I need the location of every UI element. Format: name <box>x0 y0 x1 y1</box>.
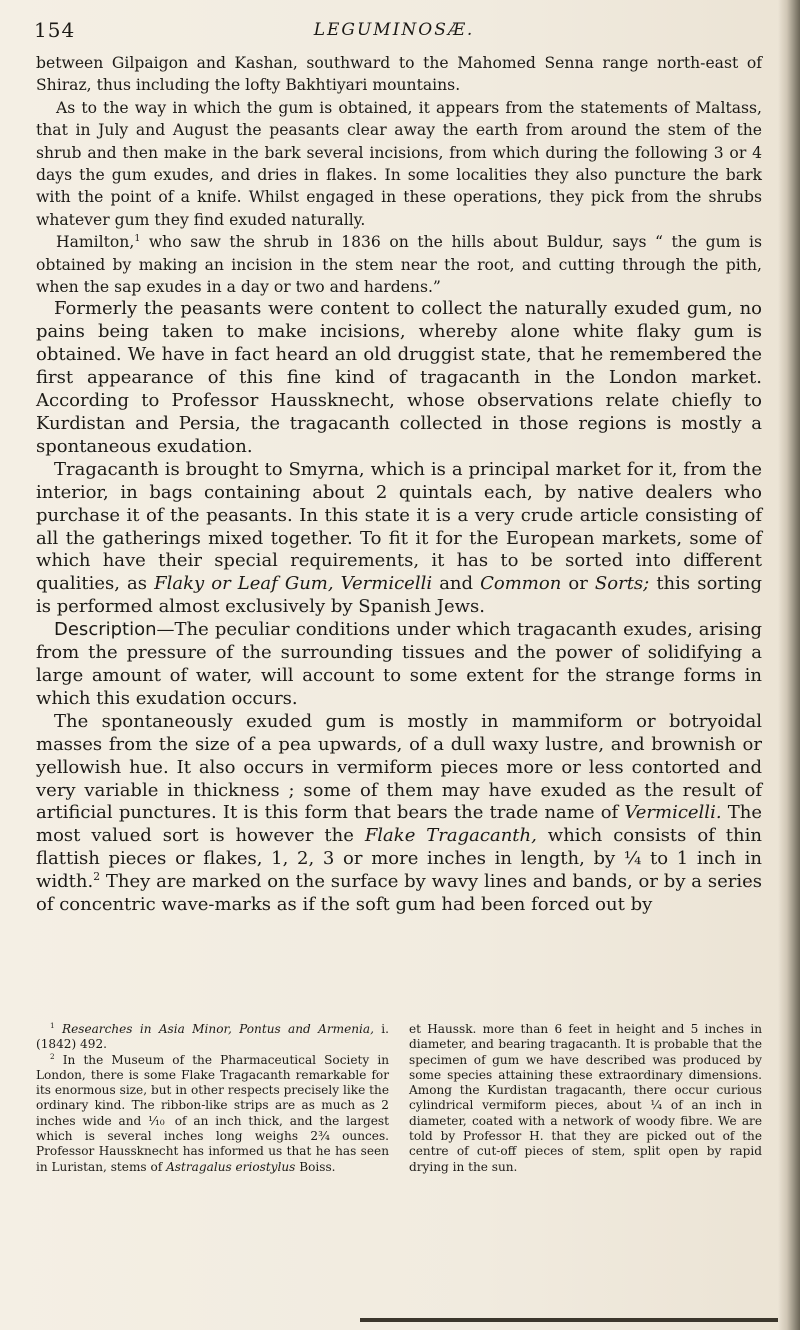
paragraph-5 <box>36 459 762 619</box>
footnote-1-title: Researches in Asia Minor, Pontus and Armenia, <box>61 1022 374 1036</box>
emphasis-vermicelli: Vermicelli. <box>624 802 722 824</box>
paragraph-7 <box>36 711 762 917</box>
emphasis-sorts: Sorts; <box>594 573 650 595</box>
running-head: LEGUMINOSÆ. <box>313 20 475 40</box>
paragraph-3 <box>36 231 762 298</box>
paragraph-5-text-c: or <box>561 573 595 595</box>
paragraph-2: As to the way in which the gum is obtained, it appears from the statements of Maltass, that in July and August the peasants clear away the earth from around the stem of the shrub and then make in the bark several incisions, from which during the following 3 or 4 days the gum exudes, and dries in flakes. In some localities they also puncture the bark with the point of a knife. Whilst engaged in these operations, they pick from the shrubs whatever gum they find exuded naturally. <box>36 98 762 229</box>
page-number: 154 <box>34 18 76 42</box>
description-text: —The peculiar conditions under which tragacanth exudes, arising from the pressure of the surrounding tissues and the power of solidifying a large amount of water, will account to some extent for the strange forms in which this exudation occurs. <box>36 619 762 709</box>
footnote-column-right <box>409 1022 762 1175</box>
section-heading-description: Description <box>54 619 157 641</box>
paragraph-description <box>36 619 762 711</box>
main-text <box>36 52 762 917</box>
footnote-ref-1: 1 <box>134 233 141 245</box>
paragraph-7-text-b: The most valued sort is however the <box>36 802 762 847</box>
bottom-edge-mark <box>360 1318 778 1322</box>
footnote-2-author: Boiss. <box>295 1159 336 1174</box>
footnote-1-text: i. (1842) 492. <box>36 1022 389 1052</box>
paragraph-3-text: who saw the shrub in 1836 on the hills about Buldur, says “ the gum is obtained by making an incision in the stem near the root, and cutting through the pith, when the sap exudes in a day or two and hardens.” <box>36 233 762 297</box>
footnote-1-number: 1 <box>50 1020 55 1030</box>
footnote-2-number: 2 <box>50 1051 55 1061</box>
paragraph-1: between Gilpaigon and Kashan, southward to the Mahomed Senna range north-east of Shiraz, thus including the lofty Bakhtiyari mountains. <box>36 54 762 95</box>
page-edge-shadow <box>778 0 800 1330</box>
emphasis-common: Common <box>480 573 562 595</box>
footnote-2-continued: et Haussk. more than 6 feet in height and 5 inches in diameter, and bearing tragacanth. It is probable that the specimen of gum we have described was produced by some species attaining these extraordinary dimensions. Among the Kurdistan tragacanth, there occur curious cylindrical vermiform pieces, about ¼ of an inch in diameter, coated with a network of woody fibre. We are told by Professor H. that they are picked out of the centre of cut-off pieces of stem, split open by rapid drying in the sun. <box>409 1022 762 1174</box>
paragraph-5-text-d: this sorting is performed almost exclusively by Spanish Jews. <box>36 573 762 618</box>
paragraph-7-text-d: They are marked on the surface by wavy lines and bands, or by a series of concentric wave-marks as if the soft gum had been forced out by <box>36 871 762 916</box>
footnote-2-species: Astragalus eriostylus <box>166 1159 296 1174</box>
emphasis-flake-tragacanth: Flake Tragacanth, <box>364 825 537 847</box>
paragraph-4: Formerly the peasants were content to collect the naturally exuded gum, no pains being taken to make incisions, whereby alone white flaky gum is obtained. We have in fact heard an old druggist state, that he remembered the first appearance of this fine kind of tragacanth in the London market. According to Professor Haussknecht, whose observations relate chiefly to Kurdistan and Persia, the tragacanth collected in those regions is mostly a spontaneous exudation. <box>36 298 762 457</box>
footnote-column-left <box>36 1022 389 1175</box>
paragraph-5-text-b: and <box>432 573 481 595</box>
paragraph-7-text-c: which consists of thin flattish pieces or flakes, 1, 2, 3 or more inches in length, by ¼ to 1 inch in width. <box>36 825 762 893</box>
hamilton-name: Hamilton, <box>56 233 135 252</box>
paragraph-5-text-a: Tragacanth is brought to Smyrna, which is a principal market for it, from the interior, in bags containing about 2 quintals each, by native dealers who purchase it of the peasants. In this state it is a very crude article consisting of all the gatherings mixed together. To fit it for the European markets, some of which have their special requirements, it has to be sorted into different qualities, as <box>36 458 762 595</box>
footnotes <box>36 1022 762 1175</box>
paragraph-7-text-a: The spontaneously exuded gum is mostly in mammiform or botryoidal masses from the size of a pea upwards, of a dull waxy lustre, and brownish or yellowish hue. It also occurs in vermiform pieces more or less contorted and very variable in thickness ; some of them may have exuded as the result of artificial punctures. It is this form that bears the trade name of <box>36 710 762 824</box>
footnote-ref-2: 2 <box>93 870 101 884</box>
emphasis-flaky-gum: Flaky or Leaf Gum, Vermicelli <box>154 573 433 595</box>
footnote-2-text: In the Museum of the Pharmaceutical Society in London, there is some Flake Tragacanth remarkable for its enormous size, but in other respects precisely like the ordinary kind. The ribbon-like strips are as much as 2 inches wide and ⅒ of an inch thick, and the largest which is several inches long weighs 2¾ ounces. Professor Haussknecht has informed us that he has seen in Luristan, stems of <box>36 1052 389 1174</box>
footnote-1 <box>36 1022 389 1053</box>
footnote-2 <box>36 1053 389 1175</box>
page-header <box>34 14 754 42</box>
